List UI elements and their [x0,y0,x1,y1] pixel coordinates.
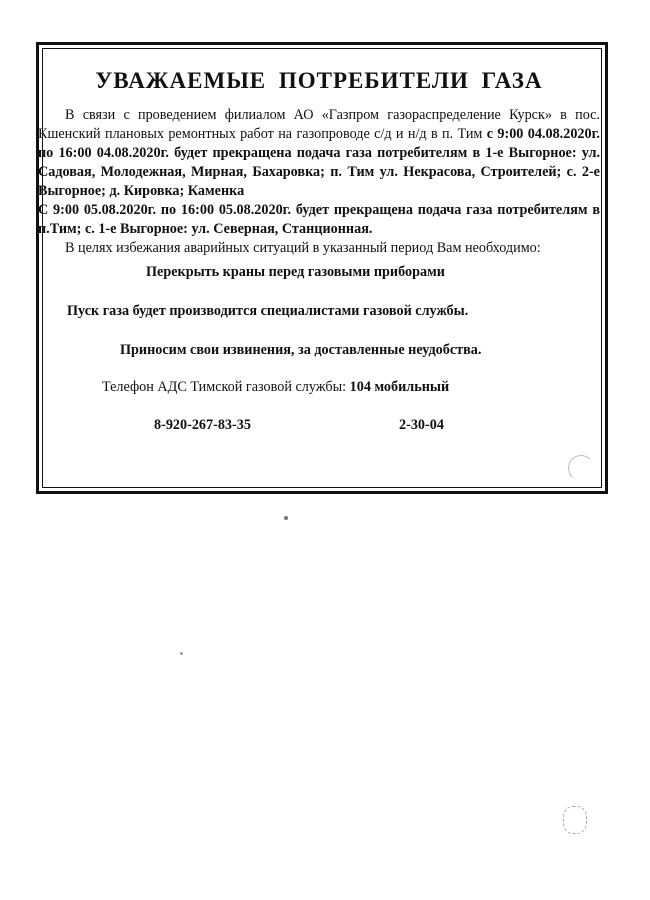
phone-line [38,379,600,396]
scan-speck [180,652,183,655]
outage-paragraph-2: С 9:00 05.08.2020г. по 16:00 05.08.2020г. будет прекращена подача газа потребителям в п.Тим; с. 1-е Выгорное: ул. Северная, Станционная. [38,202,600,237]
apology-line: Приносим свои извинения, за доставленные неудобства. [120,342,482,358]
outage-intro-text: В связи с проведением филиалом АО «Газпром газораспределение Курск» в пос. Кшенский плановых ремонтных работ на газопроводе с/д и н/д в п. Тим [38,107,600,142]
outage-paragraph-1 [38,106,600,201]
phone-label: Телефон АДС Тимской газовой службы: [102,379,350,395]
scan-artifact-mark [563,806,587,834]
notice-title: УВАЖАЕМЫЕ ПОТРЕБИТЕЛИ ГАЗА [95,68,543,93]
outage-schedule-1: с 9:00 04.08.2020г. по 16:00 04.08.2020г. будет прекращена подача газа потребителям в 1-е Выгорное: ул. Садовая, Молодежная, Мирная, Бахаровка; п. Тим ул. Некрасова, Строителей; с. 2-е Выгорное; д. Кировка; Каменка [38,126,600,199]
safety-paragraph: В целях избежания аварийных ситуаций в указанный период Вам необходимо: [65,240,541,256]
close-valves-instruction: Перекрыть краны перед газовыми приборами [146,264,445,280]
scan-speck [284,516,288,520]
gas-start-notice: Пуск газа будет производится специалистами газовой службы. [67,303,469,319]
notice-content [38,68,600,437]
scan-artifact-arc [568,455,594,481]
phone-numbers-row [38,417,600,437]
city-phone-number: 2-30-04 [399,417,444,433]
mobile-phone-number: 8-920-267-83-35 [154,417,251,433]
phone-short-number: 104 мобильный [349,379,450,395]
